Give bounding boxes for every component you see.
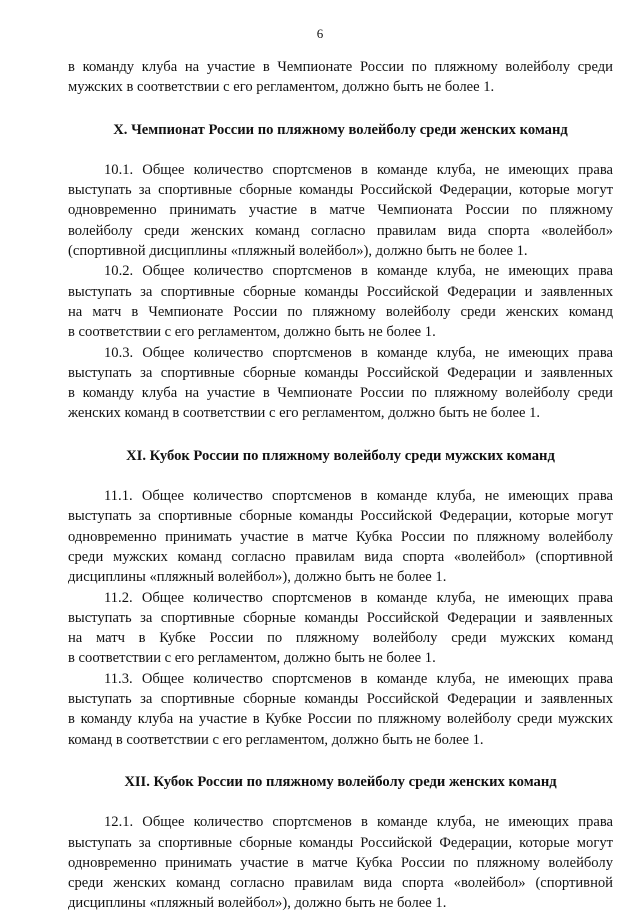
text-line: в соответствии с его регламентом, должно быть не более 1. [68, 650, 436, 667]
text-line: 10.2. Общее количество спортсменов в команде клуба, не имеющих права [104, 263, 613, 280]
intro-paragraph [68, 57, 613, 98]
paragraph-11-2 [68, 588, 613, 669]
text-line: одновременно принимать участие в матче Чемпионата России по пляжному [68, 202, 613, 219]
text-line: команд в соответствии с его регламентом, должно быть не более 1. [68, 731, 484, 748]
text-line: 12.1. Общее количество спортсменов в команде клуба, не имеющих права [104, 814, 613, 831]
text-line: на матч в Кубке России по пляжному волейболу среди мужских команд [68, 630, 613, 647]
text-line: дисциплины «пляжный волейбол»), должно быть не более 1. [68, 569, 447, 586]
paragraph-10-3 [68, 343, 613, 424]
text-line: на матч в Чемпионате России по пляжному волейболу среди женских команд [68, 303, 613, 320]
paragraph-11-3 [68, 669, 613, 750]
text-line: волейболу среди женских команд согласно правилам вида спорта «волейбол» [68, 222, 613, 239]
text-line: 11.1. Общее количество спортсменов в команде клуба, не имеющих права [104, 488, 613, 505]
document-body [68, 57, 613, 914]
paragraph-10-1 [68, 160, 613, 261]
text-line: среди мужских команд согласно правилам вида спорта «волейбол» (спортивной [68, 548, 613, 565]
section-heading: XI. Кубок России по пляжному волейболу среди мужских команд [126, 447, 555, 464]
text-line: дисциплины «пляжный волейбол»), должно быть не более 1. [68, 895, 447, 912]
text-line: выступать за спортивные сборные команды Российской Федерации и заявленных [68, 283, 613, 300]
text-line: выступать за спортивные сборные команды Российской Федерации и заявленных [68, 691, 613, 708]
text-line: в команду клуба на участие в Чемпионате России по пляжному волейболу среди [68, 385, 613, 402]
paragraph-10-2 [68, 261, 613, 342]
text-line: одновременно принимать участие в матче Кубка России по пляжному волейболу [68, 528, 613, 545]
text-line: 10.1. Общее количество спортсменов в команде клуба, не имеющих права [104, 161, 613, 178]
text-line: в соответствии с его регламентом, должно быть не более 1. [68, 324, 436, 341]
section-heading: X. Чемпионат России по пляжному волейболу среди женских команд [113, 121, 568, 138]
text-line: 11.2. Общее количество спортсменов в команде клуба, не имеющих права [104, 589, 613, 606]
text-line: мужских в соответствии с его регламентом, должно быть не более 1. [68, 79, 495, 96]
text-line: выступать за спортивные сборные команды Российской Федерации, которые могут [68, 508, 613, 525]
text-line: 10.3. Общее количество спортсменов в команде клуба, не имеющих права [104, 344, 613, 361]
text-line: 11.3. Общее количество спортсменов в команде клуба, не имеющих права [104, 670, 613, 687]
text-line: женских команд в соответствии с его регламентом, должно быть не более 1. [68, 405, 541, 422]
section-heading: XII. Кубок России по пляжному волейболу среди женских команд [124, 773, 557, 790]
text-line: выступать за спортивные сборные команды Российской Федерации, которые могут [68, 834, 613, 851]
paragraph-11-1 [68, 486, 613, 587]
text-line: выступать за спортивные сборные команды Российской Федерации и заявленных [68, 609, 613, 626]
text-line: (спортивной дисциплины «пляжный волейбол»), должно быть не более 1. [68, 243, 528, 260]
text-line: выступать за спортивные сборные команды Российской Федерации, которые могут [68, 182, 613, 199]
paragraph-12-1 [68, 812, 613, 913]
text-line: одновременно принимать участие в матче Кубка России по пляжному волейболу [68, 854, 613, 871]
text-line: в команду клуба на участие в Чемпионате России по пляжному волейболу среди [68, 59, 613, 75]
text-line: среди женских команд согласно правилам вида спорта «волейбол» (спортивной [68, 875, 613, 892]
text-line: в команду клуба на участие в Кубке России по пляжному волейболу среди мужских [68, 711, 613, 728]
page-number: 6 [316, 26, 324, 41]
text-line: выступать за спортивные сборные команды Российской Федерации и заявленных [68, 364, 613, 381]
